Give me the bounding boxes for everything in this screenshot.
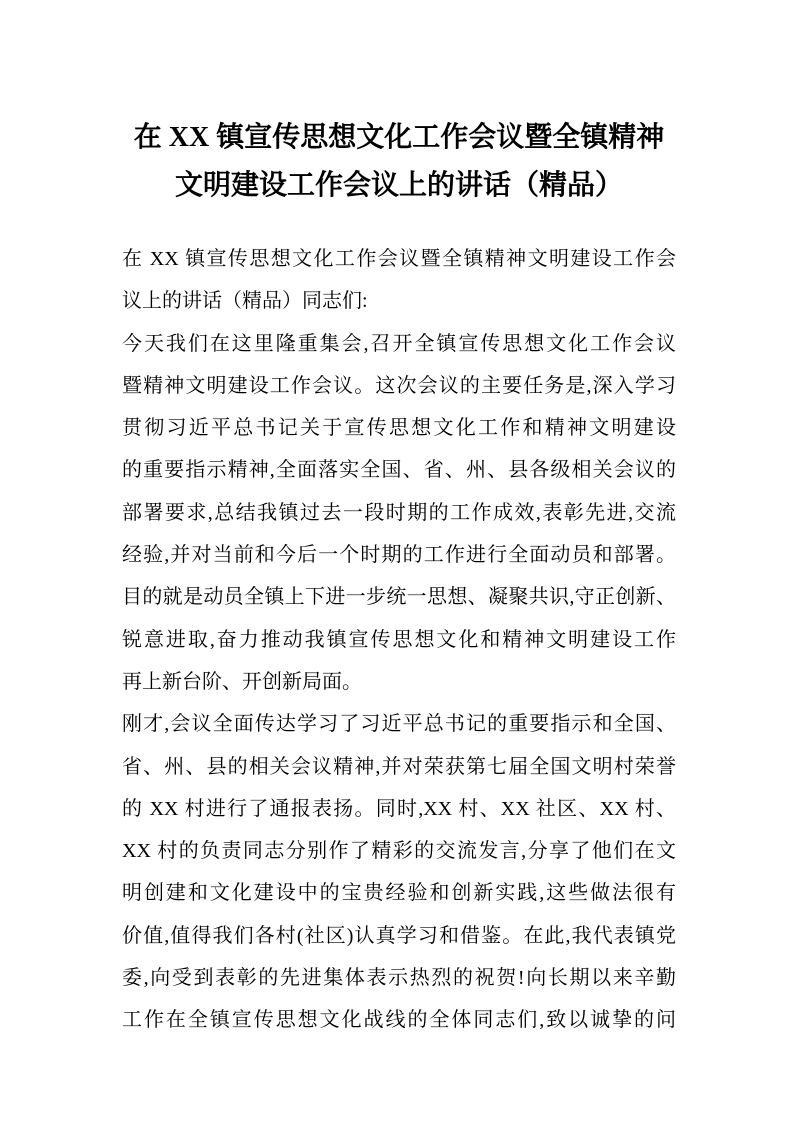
text-line: 锐意进取,奋力推动我镇宣传思想文化和精神文明建设工作 [122, 628, 676, 651]
text-line: 委,向受到表彰的先进集体表示热烈的祝贺!向长期以来辛勤 [122, 967, 676, 990]
document-body [122, 238, 676, 1042]
text-line: 经验,并对当前和今后一个时期的工作进行全面动员和部署。 [122, 544, 676, 567]
text-line: 的 XX 村进行了通报表扬。同时,XX 村、XX 社区、XX 村、 [122, 797, 676, 820]
text-line: 贯彻习近平总书记关于宣传思想文化工作和精神文明建设 [122, 417, 676, 440]
title-line: 文明建设工作会议上的讲话（精品） [174, 170, 623, 201]
text-line: 的重要指示精神,全面落实全国、省、州、县各级相关会议的 [122, 459, 676, 482]
text-line: 部署要求,总结我镇过去一段时期的工作成效,表彰先进,交流 [122, 501, 676, 524]
title-line: 在 XX 镇宣传思想文化工作会议暨全镇精神 [133, 122, 665, 153]
text-line: 明创建和文化建设中的宝贵经验和创新实践,这些做法很有 [122, 882, 676, 905]
text-line: 再上新台阶、开创新局面。 [122, 670, 362, 693]
text-line: 在 XX 镇宣传思想文化工作会议暨全镇精神文明建设工作会 [122, 248, 676, 270]
text-line: XX 村的负责同志分别作了精彩的交流发言,分享了他们在文 [122, 840, 676, 863]
text-line: 工作在全镇宣传思想文化战线的全体同志们,致以诚挚的问 [122, 1009, 676, 1032]
paragraph [122, 238, 676, 323]
text-line: 今天我们在这里隆重集会,召开全镇宣传思想文化工作会议 [122, 332, 676, 355]
text-line: 省、州、县的相关会议精神,并对荣获第七届全国文明村荣誉 [122, 755, 676, 778]
text-line: 暨精神文明建设工作会议。这次会议的主要任务是,深入学习 [122, 374, 676, 397]
paragraph [122, 323, 676, 704]
text-line: 价值,值得我们各村(社区)认真学习和借鉴。在此,我代表镇党 [122, 924, 676, 947]
document-title [122, 114, 676, 210]
paragraph [122, 703, 676, 1041]
text-line: 刚才,会议全面传达学习了习近平总书记的重要指示和全国、 [122, 713, 676, 736]
text-line: 议上的讲话（精品）同志们: [122, 290, 368, 313]
text-line: 目的就是动员全镇上下进一步统一思想、凝聚共识,守正创新、 [122, 586, 676, 609]
